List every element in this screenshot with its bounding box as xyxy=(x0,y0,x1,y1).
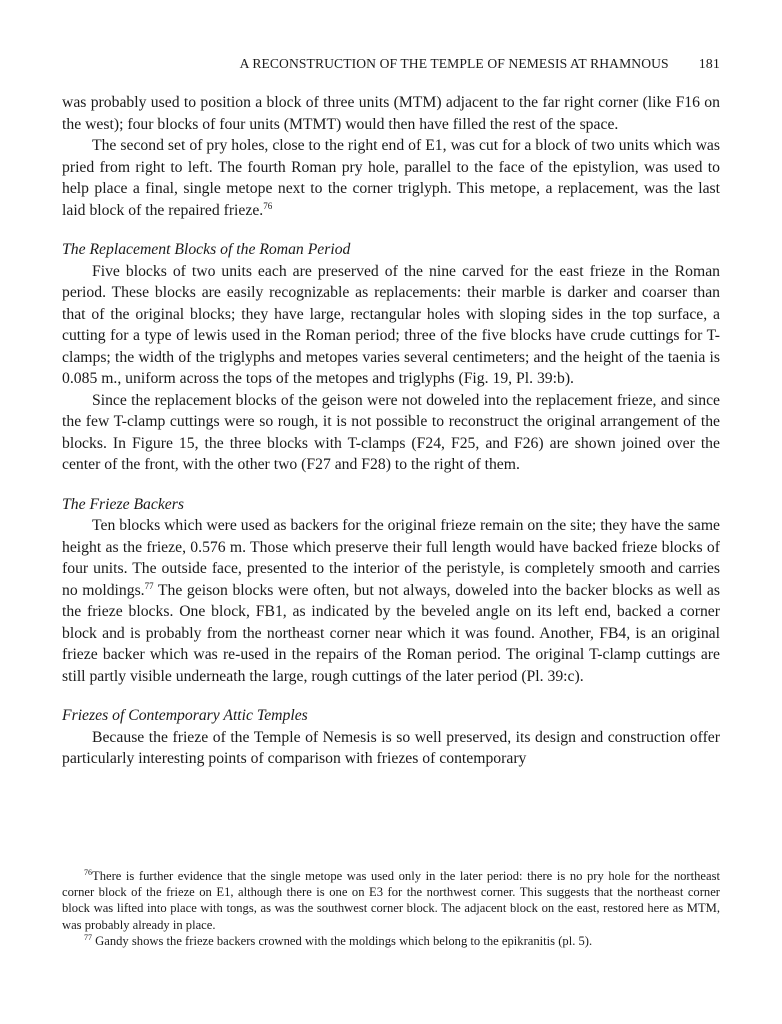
paragraph xyxy=(62,135,720,221)
footnote-77 xyxy=(62,933,720,949)
footnotes xyxy=(62,868,720,949)
footnote-text: Gandy shows the frieze backers crowned with the moldings which belong to the epikranitis (pl. 5). xyxy=(95,933,593,948)
footnote-76 xyxy=(62,868,720,933)
footnote-ref-76[interactable]: 76 xyxy=(263,200,273,211)
footnote-number: 77 xyxy=(84,932,92,942)
paragraph-text: The second set of pry holes, close to the right end of E1, was cut for a block of two units which was pried from right to left. The fourth Roman pry hole, parallel to the face of the epistylion, was used to help place a final, single metope next to the corner triglyph. This metope, a replacement, was the last laid block of the repaired frieze. xyxy=(62,137,720,219)
paragraph-text: was probably used to position a block of three units (MTM) adjacent to the far right corner (like F16 on the west); four blocks of four units (MTMT) would then have filled the rest of the space. xyxy=(62,94,720,133)
section-heading-friezes: Friezes of Contemporary Attic Temples xyxy=(62,707,308,724)
paragraph-text: Ten blocks which were used as backers for the original frieze remain on the site; they have the same height as the frieze, 0.576 m. Those which preserve their full length would have backed frieze blocks of four units. The outside face, presented to the interior of the peristyle, is completely smooth and carries no moldings. xyxy=(62,517,720,599)
paragraph-text: The geison blocks were often, but not always, doweled into the backer blocks as well as the frieze blocks. One block, FB1, as indicated by the beveled angle on its left end, backed a corner block and is probably from the northeast corner near which it was found. Another, FB4, is an original frieze backer which was re-used in the repairs of the Roman period. The original T-clamp cuttings are still partly visible underneath the large, rough cuttings of the later period (Pl. 39:c). xyxy=(62,581,720,685)
body-text xyxy=(62,92,720,770)
paragraph-text: Since the replacement blocks of the geison were not doweled into the replacement frieze, and since the few T-clamp cuttings were so rough, it is not possible to reconstruct the original arrangement of the blocks. In Figure 15, the three blocks with T-clamps (F24, F25, and F26) are shown joined over the center of the front, with the other two (F27 and F28) to the right of them. xyxy=(62,391,720,473)
paragraph xyxy=(62,727,720,770)
running-title: A RECONSTRUCTION OF THE TEMPLE OF NEMESIS AT RHAMNOUS xyxy=(239,56,669,71)
paragraph-text: Five blocks of two units each are preserved of the nine carved for the east frieze in the Roman period. These blocks are easily recognizable as replacements: their marble is darker and coarser than that of the original blocks; they have large, rectangular holes with sloping sides in the top surface, a cutting for a type of lewis used in the Roman period; three of the five blocks have crude cuttings for T-clamps; the width of the triglyphs and metopes varies several centimeters; and the height of the taenia is 0.085 m., uniform across the tops of the metopes and triglyphs (Fig. 19, Pl. 39:b). xyxy=(62,262,720,387)
footnote-ref-77[interactable]: 77 xyxy=(144,580,154,591)
section-heading-backers: The Frieze Backers xyxy=(62,495,184,513)
paragraph xyxy=(62,261,720,390)
document-page xyxy=(62,56,720,1016)
page-number: 181 xyxy=(698,57,720,72)
section-heading-replacement: The Replacement Blocks of the Roman Period xyxy=(62,241,351,258)
running-header xyxy=(62,56,720,84)
footnote-number: 76 xyxy=(84,868,92,877)
paragraph xyxy=(62,390,720,476)
paragraph xyxy=(62,515,720,687)
paragraph xyxy=(62,92,720,135)
footnote-text: There is further evidence that the single metope was used only in the later period: there is no pry hole for the northeast corner block of the frieze on E1, although there is one on E3 for the northwest corner. This suggests that the northeast corner block was lifted into place with tongs, as was the southwest corner block. The adjacent block on the east, restored here as MTM, was probably already in place. xyxy=(62,869,720,932)
paragraph-text: Because the frieze of the Temple of Nemesis is so well preserved, its design and construction offer particularly interesting points of comparison with friezes of contemporary xyxy=(62,728,720,767)
